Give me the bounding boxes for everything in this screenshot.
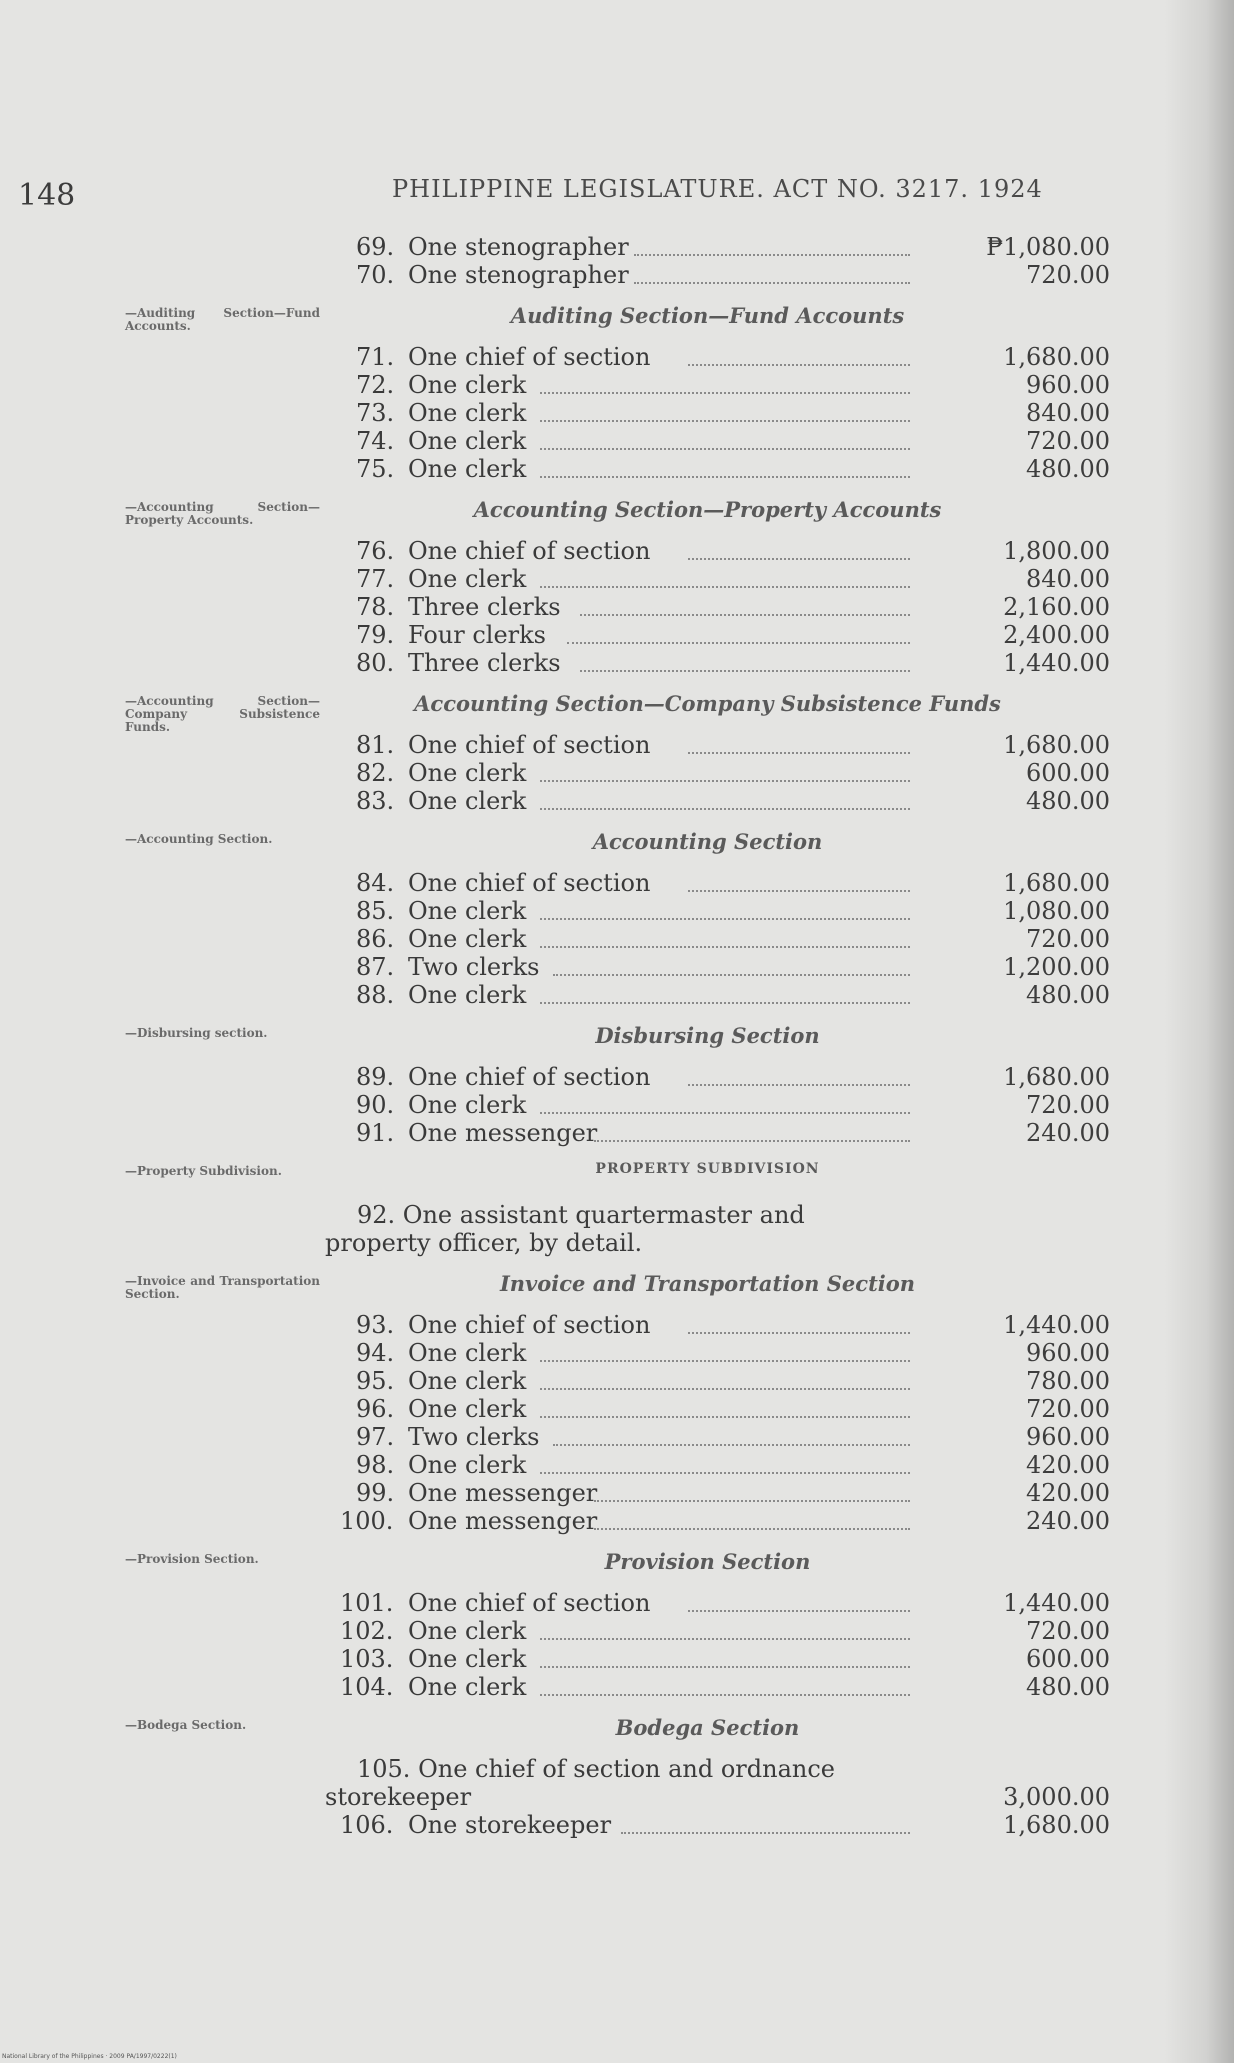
line-item <box>320 981 1110 1009</box>
margin-note: —Property Subdivision. <box>125 1164 282 1178</box>
item-description: One clerk <box>408 399 527 427</box>
margin-note: —Accounting Section—Company Subsistence Funds. <box>125 694 320 734</box>
line-item <box>320 1451 1110 1479</box>
dot-leader <box>540 778 911 782</box>
item-number: 87. <box>356 953 395 981</box>
item-number: 101. <box>340 1589 394 1617</box>
item-description: One clerk <box>408 1091 527 1119</box>
item-description: One chief of section <box>408 1589 651 1617</box>
line-item <box>320 565 1110 593</box>
item-amount: 840.00 <box>1026 565 1110 593</box>
line-item <box>320 1645 1110 1673</box>
item-number: 93. <box>356 1311 395 1339</box>
line-item <box>320 1589 1110 1617</box>
margin-note: —Invoice and Transportation Section. <box>125 1274 320 1301</box>
item-description: Two clerks <box>408 953 540 981</box>
paragraph-amount-row <box>320 1783 1110 1811</box>
dot-leader <box>540 390 911 394</box>
item-description: One clerk <box>408 371 527 399</box>
item-number: 70. <box>356 261 395 289</box>
item-description: One clerk <box>408 1617 527 1645</box>
dot-leader <box>540 1358 911 1362</box>
item-number: 88. <box>356 981 395 1009</box>
item-number: 76. <box>356 537 395 565</box>
item-description: One clerk <box>408 759 527 787</box>
item-description: One chief of section <box>408 731 651 759</box>
line-item <box>320 897 1110 925</box>
item-amount: 1,440.00 <box>1003 649 1110 677</box>
item-amount: 1,680.00 <box>1003 731 1110 759</box>
item-amount: 3,000.00 <box>1003 1783 1110 1811</box>
item-description: Three clerks <box>408 649 561 677</box>
dot-leader <box>553 972 910 976</box>
item-description: One clerk <box>408 565 527 593</box>
item-number: 103. <box>340 1645 394 1673</box>
dot-leader <box>688 888 910 892</box>
item-amount: 720.00 <box>1026 1395 1110 1423</box>
line-item <box>320 731 1110 759</box>
item-number: 104. <box>340 1673 394 1701</box>
item-amount: 240.00 <box>1026 1119 1110 1147</box>
item-number: 77. <box>356 565 395 593</box>
item-description: One chief of section <box>408 343 651 371</box>
item-description: One clerk <box>408 925 527 953</box>
item-description: One clerk <box>408 981 527 1009</box>
line-item <box>320 649 1110 677</box>
item-number: 94. <box>356 1339 395 1367</box>
item-number: 84. <box>356 869 395 897</box>
item-number: 106. <box>340 1811 394 1839</box>
dot-leader <box>594 1526 911 1530</box>
item-paragraph: 92. One assistant quartermaster and property officer, by detail. <box>325 1201 805 1257</box>
dot-leader <box>553 1442 910 1446</box>
dot-leader <box>540 1636 911 1640</box>
item-number: 96. <box>356 1395 395 1423</box>
section-heading: PROPERTY SUBDIVISION <box>595 1161 820 1177</box>
dot-leader <box>540 418 911 422</box>
line-item <box>320 427 1110 455</box>
dot-leader <box>594 1138 911 1142</box>
line-item <box>320 399 1110 427</box>
item-description: One messenger <box>408 1507 598 1535</box>
line-item <box>320 343 1110 371</box>
item-number: 78. <box>356 593 395 621</box>
item-amount: 1,200.00 <box>1003 953 1110 981</box>
item-number: 81. <box>356 731 395 759</box>
item-amount: 1,800.00 <box>1003 537 1110 565</box>
dot-leader <box>540 1470 911 1474</box>
dot-leader <box>688 362 910 366</box>
section-heading: Provision Section <box>604 1549 811 1574</box>
item-description: One stenographer <box>408 233 629 261</box>
item-amount: 600.00 <box>1026 759 1110 787</box>
line-item <box>320 1479 1110 1507</box>
line-item <box>320 1811 1110 1839</box>
item-number: 83. <box>356 787 395 815</box>
item-amount: 720.00 <box>1026 1091 1110 1119</box>
item-amount: 720.00 <box>1026 1617 1110 1645</box>
line-item <box>320 593 1110 621</box>
item-description: One messenger <box>408 1119 598 1147</box>
item-amount: 1,680.00 <box>1003 1811 1110 1839</box>
item-description: One clerk <box>408 897 527 925</box>
line-item <box>320 1063 1110 1091</box>
item-number: 80. <box>356 649 395 677</box>
item-number: 79. <box>356 621 395 649</box>
section-heading: Bodega Section <box>615 1715 800 1740</box>
page-number: 148 <box>18 178 76 213</box>
item-amount: 840.00 <box>1026 399 1110 427</box>
item-number: 73. <box>356 399 395 427</box>
dot-leader <box>540 1110 911 1114</box>
item-amount: 960.00 <box>1026 1423 1110 1451</box>
item-paragraph: 105. One chief of section and ordnance storekeeper <box>325 1755 836 1811</box>
item-description: Three clerks <box>408 593 561 621</box>
section-heading: Accounting Section <box>592 829 823 854</box>
item-amount: 780.00 <box>1026 1367 1110 1395</box>
dot-leader <box>634 280 910 284</box>
line-item <box>320 953 1110 981</box>
dot-leader <box>688 556 910 560</box>
item-description: One clerk <box>408 427 527 455</box>
item-number: 97. <box>356 1423 395 1451</box>
item-amount: 420.00 <box>1026 1451 1110 1479</box>
item-description: One clerk <box>408 1645 527 1673</box>
item-amount: 960.00 <box>1026 1339 1110 1367</box>
item-description: One clerk <box>408 1367 527 1395</box>
section-heading: Invoice and Transportation Section <box>499 1271 916 1296</box>
dot-leader <box>688 1608 910 1612</box>
item-number: 71. <box>356 343 395 371</box>
item-description: One clerk <box>408 1451 527 1479</box>
item-amount: 1,080.00 <box>1003 897 1110 925</box>
item-amount: 2,400.00 <box>1003 621 1110 649</box>
item-amount: 1,680.00 <box>1003 343 1110 371</box>
line-item <box>320 1339 1110 1367</box>
item-number: 72. <box>356 371 395 399</box>
line-item <box>320 759 1110 787</box>
line-item <box>320 455 1110 483</box>
item-number: 95. <box>356 1367 395 1395</box>
dot-leader <box>580 612 910 616</box>
footer-credit: National Library of the Philippines · 2009 PA/1997/0222(1) <box>2 2053 177 2060</box>
item-description: One stenographer <box>408 261 629 289</box>
item-amount: 600.00 <box>1026 1645 1110 1673</box>
item-number: 74. <box>356 427 395 455</box>
item-number: 86. <box>356 925 395 953</box>
section-heading: Disbursing Section <box>595 1023 820 1048</box>
line-item <box>320 1119 1110 1147</box>
item-amount: 480.00 <box>1026 981 1110 1009</box>
line-item <box>320 1395 1110 1423</box>
item-description: One clerk <box>408 1673 527 1701</box>
item-number: 90. <box>356 1091 395 1119</box>
line-item <box>320 1673 1110 1701</box>
item-amount: 480.00 <box>1026 1673 1110 1701</box>
item-number: 102. <box>340 1617 394 1645</box>
item-number: 100. <box>340 1507 394 1535</box>
item-number: 91. <box>356 1119 395 1147</box>
item-description: Two clerks <box>408 1423 540 1451</box>
dot-leader <box>540 584 911 588</box>
dot-leader <box>688 750 910 754</box>
item-number: 82. <box>356 759 395 787</box>
dot-leader <box>594 1498 911 1502</box>
dot-leader <box>540 806 911 810</box>
dot-leader <box>688 1082 910 1086</box>
margin-note: —Disbursing section. <box>125 1026 268 1040</box>
item-description: One chief of section <box>408 1311 651 1339</box>
item-number: 69. <box>356 233 395 261</box>
line-item <box>320 537 1110 565</box>
dot-leader <box>540 1664 911 1668</box>
item-number: 99. <box>356 1479 395 1507</box>
dot-leader <box>540 944 911 948</box>
line-item <box>320 233 1110 261</box>
item-amount: 1,680.00 <box>1003 869 1110 897</box>
item-description: One clerk <box>408 455 527 483</box>
line-item <box>320 925 1110 953</box>
dot-leader <box>540 446 911 450</box>
dot-leader <box>580 668 910 672</box>
item-amount: 2,160.00 <box>1003 593 1110 621</box>
line-item <box>320 1617 1110 1645</box>
line-item <box>320 787 1110 815</box>
item-description: One clerk <box>408 1395 527 1423</box>
item-description: One messenger <box>408 1479 598 1507</box>
line-item <box>320 371 1110 399</box>
item-amount: 1,440.00 <box>1003 1589 1110 1617</box>
line-item <box>320 1507 1110 1535</box>
running-head: PHILIPPINE LEGISLATURE. ACT NO. 3217. 1924 <box>392 175 1043 203</box>
item-number: 75. <box>356 455 395 483</box>
margin-note: —Accounting Section—Property Accounts. <box>125 500 320 527</box>
item-description: One storekeeper <box>408 1811 612 1839</box>
dot-leader <box>540 1386 911 1390</box>
item-description: One chief of section <box>408 1063 651 1091</box>
dot-leader <box>540 1000 911 1004</box>
line-item <box>320 261 1110 289</box>
section-heading: Accounting Section—Property Accounts <box>473 497 942 522</box>
item-number: 98. <box>356 1451 395 1479</box>
item-amount: ₱1,080.00 <box>986 233 1110 261</box>
item-amount: 480.00 <box>1026 787 1110 815</box>
dot-leader <box>540 1692 911 1696</box>
item-number: 89. <box>356 1063 395 1091</box>
item-amount: 420.00 <box>1026 1479 1110 1507</box>
dot-leader <box>634 252 910 256</box>
line-item <box>320 1367 1110 1395</box>
item-description: One chief of section <box>408 537 651 565</box>
margin-note: —Auditing Section—Fund Accounts. <box>125 306 320 333</box>
section-heading: Auditing Section—Fund Accounts <box>510 303 905 328</box>
item-amount: 1,680.00 <box>1003 1063 1110 1091</box>
line-item <box>320 869 1110 897</box>
item-description: Four clerks <box>408 621 546 649</box>
margin-note: —Bodega Section. <box>125 1718 247 1732</box>
dot-leader <box>540 1414 911 1418</box>
item-amount: 960.00 <box>1026 371 1110 399</box>
item-amount: 240.00 <box>1026 1507 1110 1535</box>
dot-leader <box>567 640 911 644</box>
item-description: One clerk <box>408 787 527 815</box>
item-description: One clerk <box>408 1339 527 1367</box>
item-description: One chief of section <box>408 869 651 897</box>
line-item <box>320 1423 1110 1451</box>
line-item <box>320 1091 1110 1119</box>
line-item <box>320 1311 1110 1339</box>
item-amount: 1,440.00 <box>1003 1311 1110 1339</box>
item-amount: 720.00 <box>1026 427 1110 455</box>
item-amount: 720.00 <box>1026 261 1110 289</box>
margin-note: —Provision Section. <box>125 1552 259 1566</box>
item-amount: 720.00 <box>1026 925 1110 953</box>
section-heading: Accounting Section—Company Subsistence Funds <box>414 691 1001 716</box>
dot-leader <box>540 916 911 920</box>
dot-leader <box>540 474 911 478</box>
item-amount: 480.00 <box>1026 455 1110 483</box>
item-number: 85. <box>356 897 395 925</box>
line-item <box>320 621 1110 649</box>
dot-leader <box>688 1330 910 1334</box>
margin-note: —Accounting Section. <box>125 832 273 846</box>
dot-leader <box>621 1830 911 1834</box>
